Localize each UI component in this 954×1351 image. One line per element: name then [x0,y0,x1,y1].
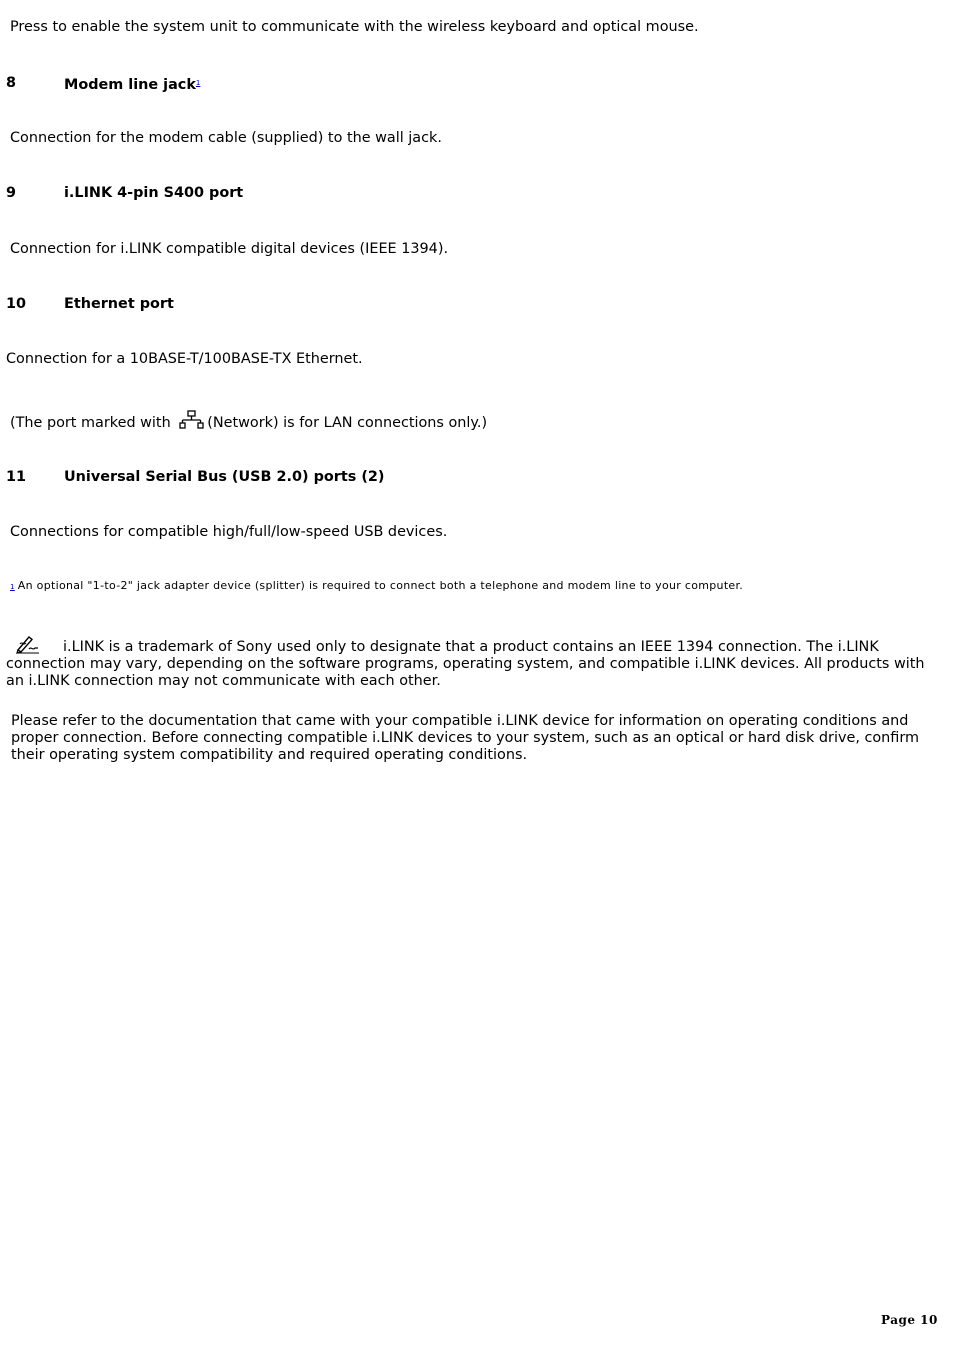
item-title-text: Modem line jack [64,77,196,93]
ethernet-note-suffix: (Network) is for LAN connections only.) [207,415,488,431]
network-icon [179,410,205,435]
note-text: i.LINK is a trademark of Sony used only to designate that a product contains an IEEE 1394 connection. The i.LINK connection may vary, depending on the software programs, operating system, and compatible i.LINK devices. All products with an i.LINK connection may not communicate with each other. [6,639,925,689]
item-number: 9 [6,185,17,201]
item-heading-ilink [6,185,606,202]
footnote-link[interactable]: 1 [195,79,201,87]
item-description: Connection for a 10BASE-T/100BASE-TX Ethernet. [6,351,363,367]
intro-text: Press to enable the system unit to communicate with the wireless keyboard and optical mouse. [10,19,699,35]
page-number: Page 10 [881,1313,938,1327]
item-description: Connection for the modem cable (supplied) to the wall jack. [10,130,442,146]
item-heading-ethernet [6,296,606,313]
footnote-mark: 1 [10,583,15,591]
item-title: i.LINK 4-pin S400 port [64,185,244,201]
item-number: 11 [6,469,27,485]
ethernet-note [10,410,487,435]
item-description: Connections for compatible high/full/low-speed USB devices. [10,524,448,540]
item-title: Universal Serial Bus (USB 2.0) ports (2) [64,469,385,485]
item-heading-usb [6,469,606,486]
item-title: Ethernet port [64,296,174,312]
reference-text: Please refer to the documentation that came with your compatible i.LINK device for information on operating conditions and proper connection. Before connecting compatible i.LINK devices to your system, such as an optical or hard disk drive, confirm their operating system compatibility and required operating conditions. [11,713,920,763]
footnote [10,579,743,594]
item-title [64,75,200,94]
item-number: 10 [6,296,27,312]
footnote-text: An optional "1-to-2" jack adapter device (splitter) is required to connect both a telephone and modem line to your computer. [17,579,744,592]
item-heading-modem [6,75,606,92]
ethernet-note-prefix: (The port marked with [10,415,176,431]
item-description: Connection for i.LINK compatible digital devices (IEEE 1394). [10,241,449,257]
item-number: 8 [6,75,17,91]
